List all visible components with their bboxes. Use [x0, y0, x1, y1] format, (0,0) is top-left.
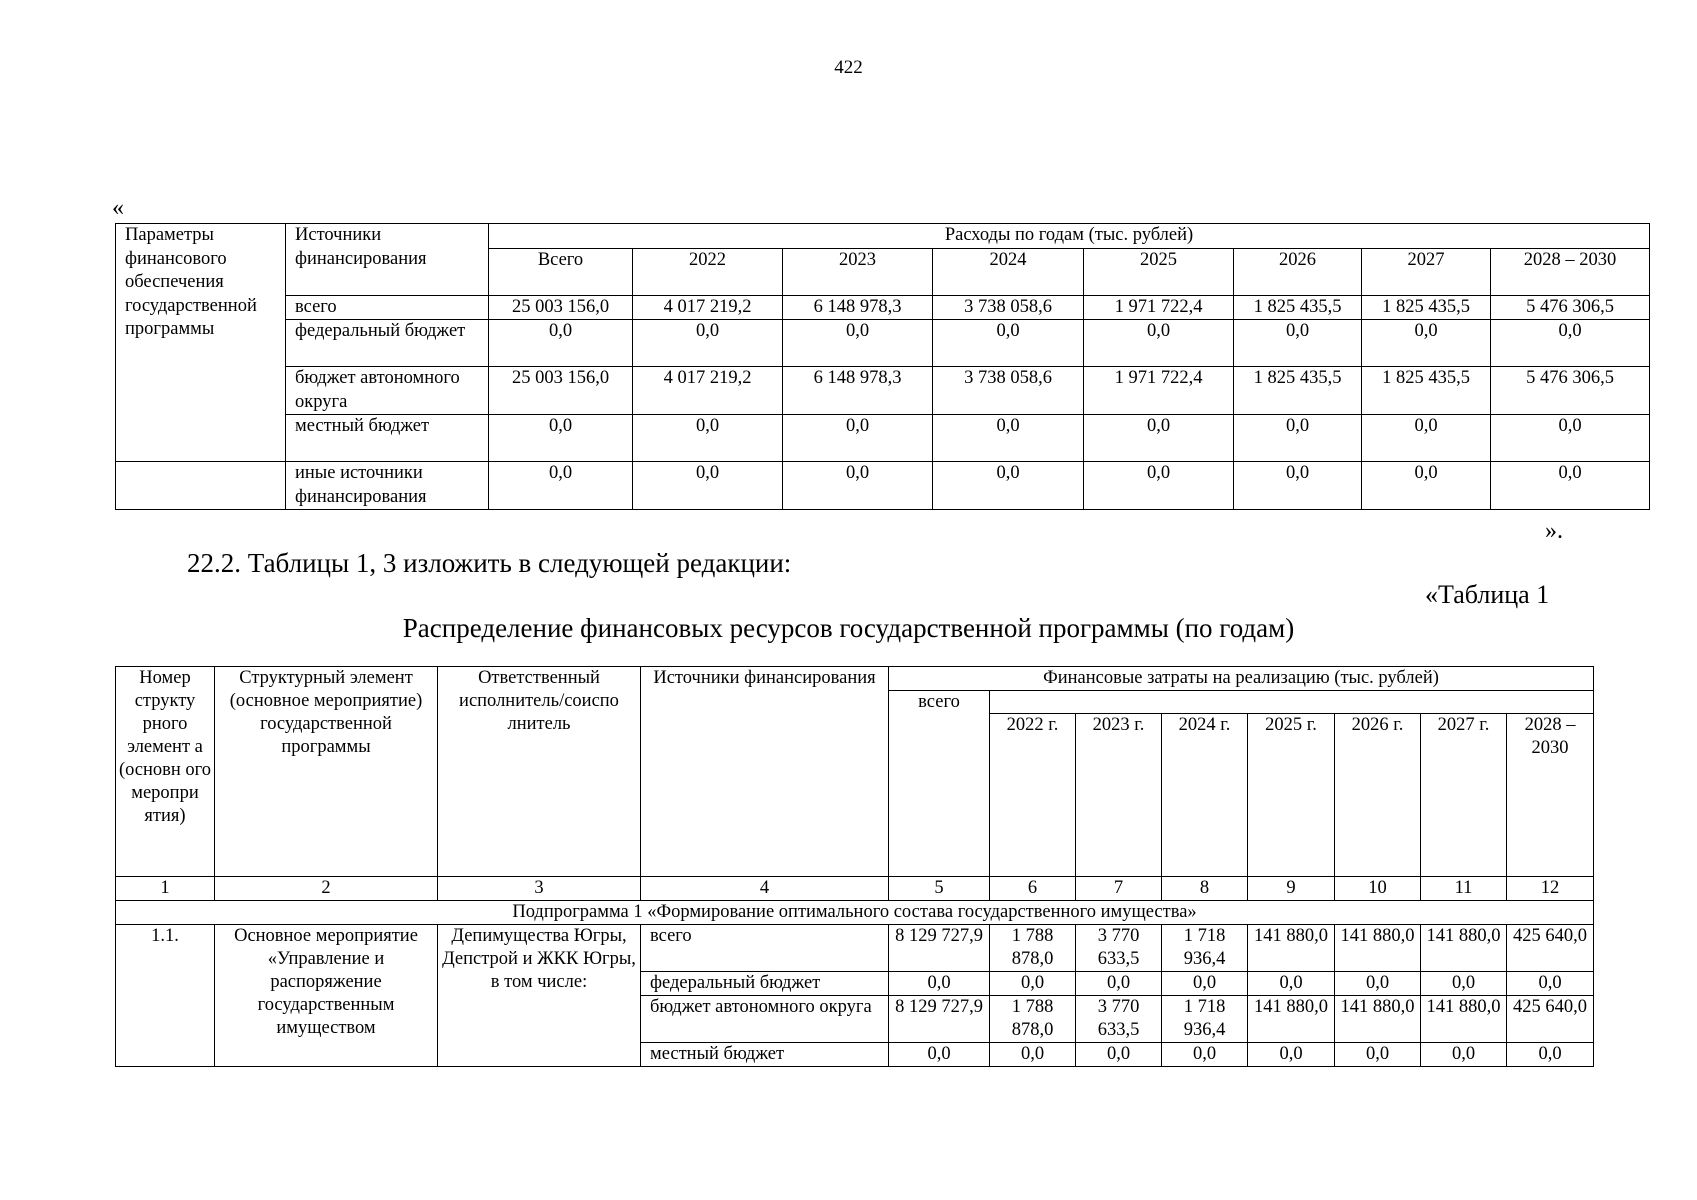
- value-cell: 8 129 727,9: [889, 925, 990, 972]
- value-cell: 1 825 435,5: [1234, 295, 1362, 320]
- value-cell: 25 003 156,0: [489, 367, 633, 415]
- value-cell: 5 476 306,5: [1491, 367, 1650, 415]
- year-header: Всего: [489, 248, 633, 295]
- value-cell: 1 971 722,4: [1084, 367, 1234, 415]
- value-cell: 0,0: [1162, 972, 1248, 996]
- value-cell: 0,0: [783, 415, 933, 462]
- value-cell: 141 880,0: [1335, 996, 1421, 1043]
- value-cell: 141 880,0: [1248, 925, 1335, 972]
- value-cell: 0,0: [990, 972, 1076, 996]
- page-number: 422: [834, 57, 863, 78]
- column-number: 1: [116, 877, 215, 901]
- value-cell: 0,0: [933, 462, 1084, 510]
- value-cell: 3 770 633,5: [1076, 996, 1162, 1043]
- value-cell: 0,0: [1084, 462, 1234, 510]
- value-cell: 0,0: [633, 320, 783, 367]
- value-cell: 0,0: [889, 972, 990, 996]
- total-header: всего: [889, 691, 990, 877]
- source-cell: местный бюджет: [641, 1043, 889, 1067]
- value-cell: 0,0: [1084, 415, 1234, 462]
- value-cell: 1 718 936,4: [1162, 996, 1248, 1043]
- instruction-text: 22.2. Таблицы 1, 3 изложить в следующей редакции:: [187, 548, 792, 578]
- resources-distribution-table: [115, 666, 1594, 1067]
- value-cell: 1 825 435,5: [1362, 367, 1491, 415]
- year-header: 2022 г.: [990, 714, 1076, 877]
- value-cell: 1 718 936,4: [1162, 925, 1248, 972]
- value-cell: 0,0: [783, 320, 933, 367]
- item-responsible: Депимущества Югры, Депстрой и ЖКК Югры, в том числе:: [438, 925, 641, 1067]
- value-cell: 0,0: [1491, 320, 1650, 367]
- source-cell: федеральный бюджет: [641, 972, 889, 996]
- source-cell: бюджет автономного округа: [286, 367, 489, 415]
- number-header: Номер структу рного элемент а (основн ого меропри ятия): [116, 667, 215, 877]
- value-cell: 3 738 058,6: [933, 295, 1084, 320]
- year-header: 2022: [633, 248, 783, 295]
- column-number: 9: [1248, 877, 1335, 901]
- param-header: Параметры финансового обеспечения государственной программы: [125, 225, 257, 339]
- column-number: 2: [215, 877, 438, 901]
- value-cell: 141 880,0: [1248, 996, 1335, 1043]
- value-cell: 0,0: [1076, 972, 1162, 996]
- year-header: 2026 г.: [1335, 714, 1421, 877]
- value-cell: 0,0: [1162, 1043, 1248, 1067]
- value-cell: 1 825 435,5: [1362, 295, 1491, 320]
- column-number: 7: [1076, 877, 1162, 901]
- value-cell: 0,0: [1248, 972, 1335, 996]
- value-cell: 0,0: [1507, 1043, 1594, 1067]
- value-cell: 0,0: [1491, 415, 1650, 462]
- value-cell: 6 148 978,3: [783, 295, 933, 320]
- column-number: 10: [1335, 877, 1421, 901]
- value-cell: 1 788 878,0: [990, 925, 1076, 972]
- value-cell: 0,0: [489, 462, 633, 510]
- source-cell: федеральный бюджет: [286, 320, 489, 367]
- item-number: 1.1.: [116, 925, 215, 1067]
- source-cell: местный бюджет: [286, 415, 489, 462]
- subprogram-row: Подпрограмма 1 «Формирование оптимального состава государственного имущества»: [116, 901, 1594, 925]
- value-cell: 0,0: [1234, 462, 1362, 510]
- column-number: 12: [1507, 877, 1594, 901]
- value-cell: 0,0: [1335, 1043, 1421, 1067]
- year-header: 2026: [1234, 248, 1362, 295]
- column-number: 6: [990, 877, 1076, 901]
- value-cell: 5 476 306,5: [1491, 295, 1650, 320]
- year-header: 2028 – 2030: [1507, 714, 1594, 877]
- source-cell: всего: [286, 295, 489, 320]
- value-cell: 4 017 219,2: [633, 295, 783, 320]
- year-header: 2027: [1362, 248, 1491, 295]
- value-cell: 0,0: [489, 415, 633, 462]
- value-cell: 0,0: [633, 415, 783, 462]
- value-cell: 0,0: [1491, 462, 1650, 510]
- sources-header-cell: [286, 224, 489, 296]
- year-header: 2024: [933, 248, 1084, 295]
- year-header: 2028 – 2030: [1491, 248, 1650, 295]
- year-header: 2027 г.: [1421, 714, 1507, 877]
- item-name: Основное мероприятие «Управление и распоряжение государственным имуществом: [215, 925, 438, 1067]
- column-number: 5: [889, 877, 990, 901]
- value-cell: 0,0: [1248, 1043, 1335, 1067]
- value-cell: 0,0: [1421, 972, 1507, 996]
- year-header: 2023: [783, 248, 933, 295]
- value-cell: 0,0: [489, 320, 633, 367]
- closing-quote: ».: [1545, 518, 1563, 544]
- value-cell: 0,0: [1084, 320, 1234, 367]
- source-cell: иные источники финансирования: [286, 462, 489, 510]
- value-cell: 1 788 878,0: [990, 996, 1076, 1043]
- financing-parameters-table: [115, 223, 1650, 510]
- value-cell: 0,0: [1507, 972, 1594, 996]
- param-header-cell: [116, 224, 286, 462]
- source-cell: всего: [641, 925, 889, 972]
- value-cell: 3 738 058,6: [933, 367, 1084, 415]
- value-cell: 0,0: [1362, 415, 1491, 462]
- column-number: 8: [1162, 877, 1248, 901]
- value-cell: 0,0: [1076, 1043, 1162, 1067]
- value-cell: 0,0: [1421, 1043, 1507, 1067]
- value-cell: 4 017 219,2: [633, 367, 783, 415]
- year-header: 2025 г.: [1248, 714, 1335, 877]
- year-header: 2025: [1084, 248, 1234, 295]
- value-cell: 0,0: [1362, 320, 1491, 367]
- value-cell: 1 825 435,5: [1234, 367, 1362, 415]
- value-cell: 141 880,0: [1335, 925, 1421, 972]
- expenses-group-header: Расходы по годам (тыс. рублей): [489, 224, 1650, 249]
- value-cell: 425 640,0: [1507, 925, 1594, 972]
- value-cell: 0,0: [889, 1043, 990, 1067]
- sources-header: Источники финансирования: [295, 225, 427, 269]
- opening-quote: «: [112, 195, 124, 221]
- years-spacer: [990, 691, 1594, 714]
- value-cell: 425 640,0: [1507, 996, 1594, 1043]
- table-title: Распределение финансовых ресурсов государственной программы (по годам): [402, 613, 1295, 643]
- value-cell: 25 003 156,0: [489, 295, 633, 320]
- sources-header: Источники финансирования: [641, 667, 889, 877]
- column-number: 11: [1421, 877, 1507, 901]
- value-cell: 0,0: [1234, 320, 1362, 367]
- column-number: 4: [641, 877, 889, 901]
- value-cell: 0,0: [1234, 415, 1362, 462]
- value-cell: 0,0: [633, 462, 783, 510]
- year-header: 2023 г.: [1076, 714, 1162, 877]
- year-header: 2024 г.: [1162, 714, 1248, 877]
- value-cell: 0,0: [1335, 972, 1421, 996]
- value-cell: 0,0: [933, 415, 1084, 462]
- value-cell: 141 880,0: [1421, 996, 1507, 1043]
- table-label: «Таблица 1: [1425, 580, 1550, 609]
- element-header: Структурный элемент (основное мероприятие) государственной программы: [215, 667, 438, 877]
- value-cell: 0,0: [990, 1043, 1076, 1067]
- responsible-header: Ответственный исполнитель/соиспо лнитель: [438, 667, 641, 877]
- param-cell-continued: [116, 462, 286, 510]
- value-cell: 1 971 722,4: [1084, 295, 1234, 320]
- value-cell: 0,0: [1362, 462, 1491, 510]
- value-cell: 0,0: [933, 320, 1084, 367]
- source-cell: бюджет автономного округа: [641, 996, 889, 1043]
- column-number: 3: [438, 877, 641, 901]
- value-cell: 3 770 633,5: [1076, 925, 1162, 972]
- value-cell: 6 148 978,3: [783, 367, 933, 415]
- costs-group-header: Финансовые затраты на реализацию (тыс. рублей): [889, 667, 1594, 691]
- value-cell: 141 880,0: [1421, 925, 1507, 972]
- value-cell: 8 129 727,9: [889, 996, 990, 1043]
- value-cell: 0,0: [783, 462, 933, 510]
